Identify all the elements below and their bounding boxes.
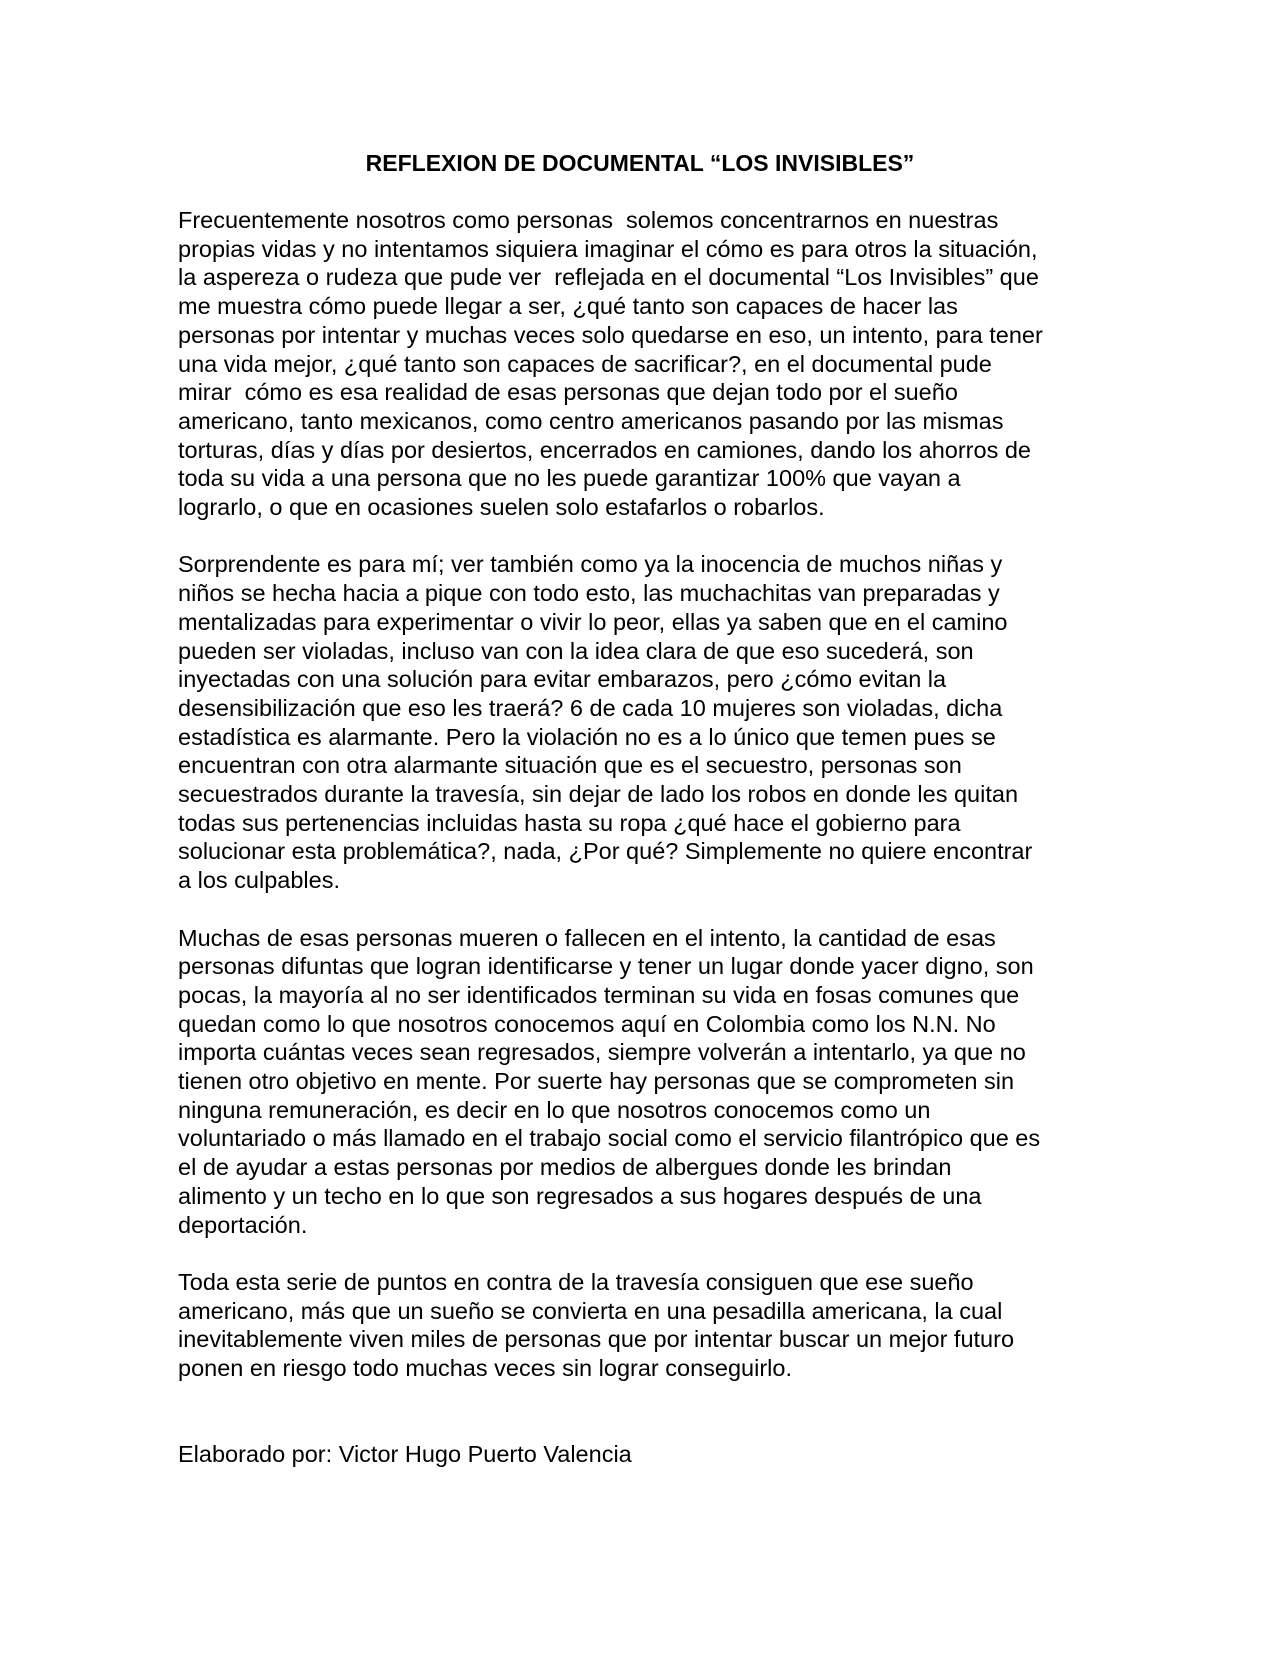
text-line: mentalizadas para experimentar o vivir lo peor, ellas ya saben que en el camino (178, 608, 1008, 635)
text-line: la aspereza o rudeza que pude ver reflejada en el documental “Los Invisibles” que (178, 264, 1039, 291)
blank-line (178, 1411, 1118, 1440)
text-line: mirar cómo es esa realidad de esas personas que dejan todo por el sueño (178, 379, 958, 406)
text-line: inevitablemente viven miles de personas que por intentar buscar un mejor futuro (178, 1326, 1015, 1353)
text-line: tienen otro objetivo en mente. Por suerte hay personas que se comprometen sin (178, 1068, 1015, 1095)
signature: Elaborado por: Victor Hugo Puerto Valencia (178, 1441, 632, 1468)
text-line: quedan como lo que nosotros conocemos aquí en Colombia como los N.N. No (178, 1010, 996, 1037)
text-line: importa cuántas veces sean regresados, siempre volverán a intentarlo, ya que no (178, 1039, 1026, 1066)
text-line: una vida mejor, ¿qué tanto son capaces de sacrificar?, en el documental pude (178, 350, 992, 377)
text-line: inyectadas con una solución para evitar embarazos, pero ¿cómo evitan la (178, 666, 947, 693)
text-line: el de ayudar a estas personas por medios de albergues donde les brindan (178, 1154, 952, 1181)
text-line: toda su vida a una persona que no les puede garantizar 100% que vayan a (178, 465, 961, 492)
text-line: todas sus pertenencias incluidas hasta su ropa ¿qué hace el gobierno para (178, 809, 961, 836)
text-line: americano, más que un sueño se convierta en una pesadilla americana, la cual (178, 1297, 1003, 1324)
text-line: Frecuentemente nosotros como personas solemos concentrarnos en nuestras (178, 207, 999, 233)
text-line: niños se hecha hacia a pique con todo esto, las muchachitas van preparadas y (178, 580, 1000, 607)
paragraph-4 (178, 1268, 1118, 1383)
text-line: americano, tanto mexicanos, como centro americanos pasando por las mismas (178, 407, 1004, 434)
paragraph-2 (178, 550, 1118, 894)
text-line: estadística es alarmante. Pero la violación no es a lo único que temen pues se (178, 723, 996, 750)
text-line: ponen en riesgo todo muchas veces sin lograr conseguirlo. (178, 1355, 792, 1382)
text-line: Muchas de esas personas mueren o fallecen en el intento, la cantidad de esas (178, 924, 996, 951)
text-line: personas por intentar y muchas veces solo quedarse en eso, un intento, para tener (178, 321, 1043, 348)
text-line: desensibilización que eso les traerá? 6 de cada 10 mujeres son violadas, dicha (178, 694, 1003, 721)
document-body (178, 206, 1118, 1469)
text-line: Sorprendente es para mí; ver también como ya la inocencia de muchos niñas y (178, 551, 1003, 578)
text-line: encuentran con otra alarmante situación que es el secuestro, personas son (178, 752, 962, 779)
text-line: lograrlo, o que en ocasiones suelen solo estafarlos o robarlos. (178, 494, 825, 521)
paragraph-3 (178, 924, 1118, 1240)
paragraph-1 (178, 206, 1118, 522)
text-line: torturas, días y días por desiertos, encerrados en camiones, dando los ahorros de (178, 436, 1031, 463)
paragraphs-container (178, 206, 1118, 1383)
text-line: pocas, la mayoría al no ser identificados terminan su vida en fosas comunes que (178, 981, 1020, 1008)
text-line: secuestrados durante la travesía, sin dejar de lado los robos en donde les quitan (178, 781, 1019, 808)
text-line: a los culpables. (178, 867, 340, 894)
text-line: propias vidas y no intentamos siquiera imaginar el cómo es para otros la situación, (178, 235, 1038, 262)
text-line: pueden ser violadas, incluso van con la idea clara de que eso sucederá, son (178, 637, 974, 664)
text-line: ninguna remuneración, es decir en lo que nosotros conocemos como un (178, 1096, 931, 1123)
text-line: Toda esta serie de puntos en contra de la travesía consiguen que ese sueño (178, 1268, 974, 1295)
document-title: REFLEXION DE DOCUMENTAL “LOS INVISIBLES” (365, 150, 915, 176)
text-line: me muestra cómo puede llegar a ser, ¿qué tanto son capaces de hacer las (178, 293, 958, 320)
text-line: voluntariado o más llamado en el trabajo social como el servicio filantrópico que es (178, 1125, 1041, 1152)
text-line: alimento y un techo en lo que son regresados a sus hogares después de una (178, 1182, 982, 1209)
text-line: solucionar esta problemática?, nada, ¿Por qué? Simplemente no quiere encontrar (178, 838, 1033, 865)
text-line: personas difuntas que logran identificarse y tener un lugar donde yacer digno, son (178, 953, 1034, 980)
text-line: deportación. (178, 1211, 308, 1238)
